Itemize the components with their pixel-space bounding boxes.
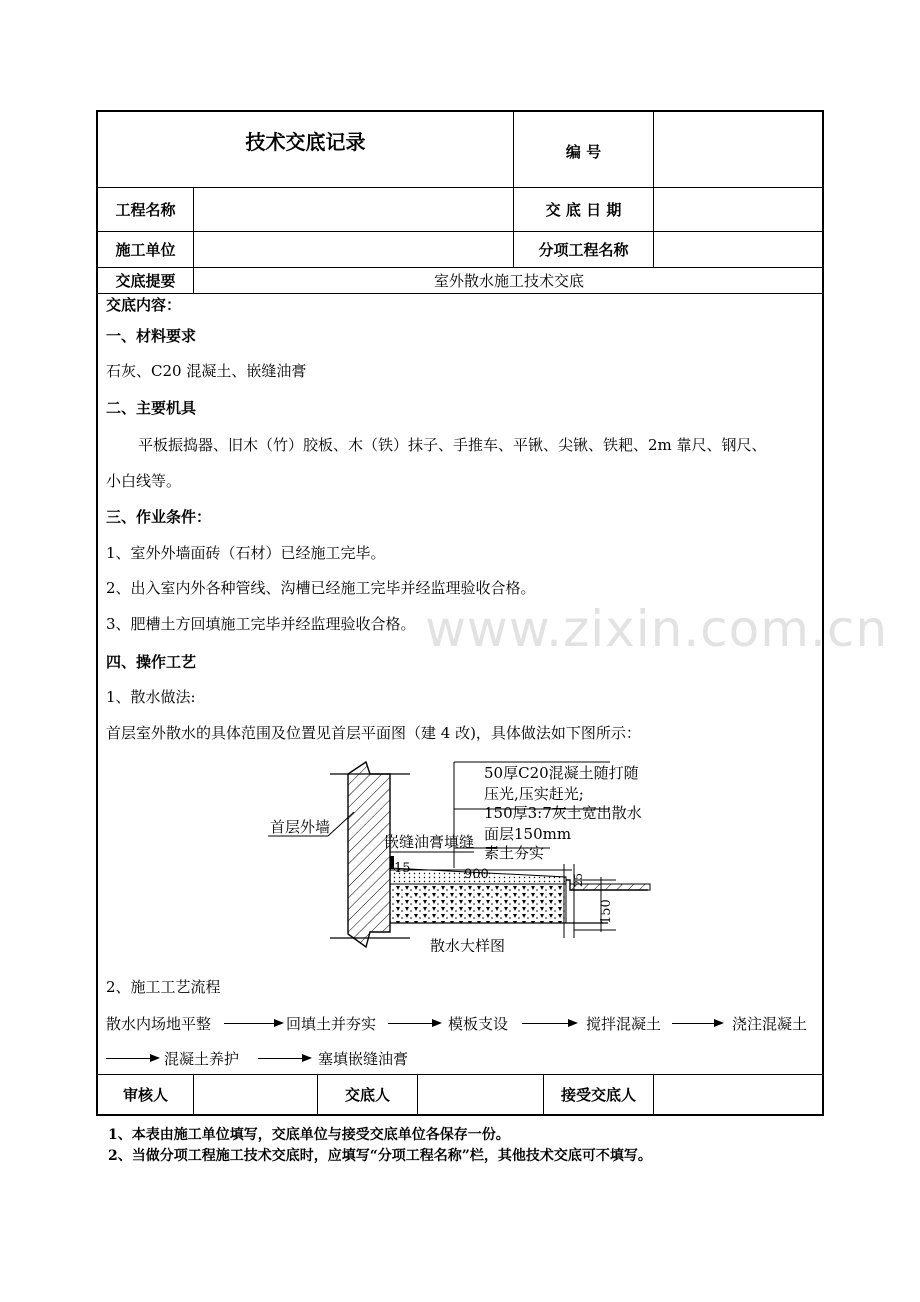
dim-slope: 25: [572, 873, 585, 887]
flow-arrow-2: [388, 1023, 440, 1024]
flow-arrow-5: [106, 1058, 158, 1059]
summary-field: 室外散水施工技术交底: [194, 268, 824, 294]
note-1: 1、本表由施工单位填写，交底单位与接受交底单位各保存一份。: [108, 1127, 510, 1143]
flow-step-4: 搅拌混凝土: [586, 1015, 662, 1033]
dim-depth: 150: [599, 899, 614, 924]
receiver-label: 接受交底人: [544, 1075, 654, 1114]
dim-gap: 15: [394, 861, 411, 876]
project-field[interactable]: [194, 188, 514, 232]
watermark: www.zixin.com.cn: [425, 600, 889, 658]
unit-field[interactable]: [194, 232, 514, 268]
summary-label: 交底提要: [98, 268, 194, 294]
apron-detail-diagram: [98, 752, 826, 952]
flow-step-5: 浇注混凝土: [732, 1015, 808, 1033]
section-tools-line1: 平板振捣器、旧木（竹）胶板、木（铁）抹子、手推车、平锹、尖锹、铁耙、2m 靠尺、钢尺、: [138, 436, 767, 454]
process-sub-2: 2、施工工艺流程: [106, 978, 221, 996]
condition-item-2: 2、出入室内外各种管线、沟槽已经施工完毕并经监理验收合格。: [106, 579, 536, 597]
code-field[interactable]: [654, 112, 824, 188]
receiver-field[interactable]: [654, 1075, 824, 1114]
disclosure-form: [96, 110, 824, 1116]
layer2-line1: 150厚3:7灰土宽出散水: [484, 804, 642, 822]
wall-label: 首层外墙: [270, 818, 331, 836]
code-label: 编 号: [514, 112, 654, 188]
content-intro: 交底内容：: [106, 296, 182, 314]
flow-step-7: 塞填嵌缝油膏: [318, 1050, 409, 1068]
project-label: 工程名称: [98, 188, 194, 232]
discloser-field[interactable]: [418, 1075, 544, 1114]
flow-step-2: 回填土并夯实: [286, 1015, 377, 1033]
flow-step-6: 混凝土养护: [164, 1050, 240, 1068]
condition-item-1: 1、室外外墙面砖（石材）已经施工完毕。: [106, 544, 386, 562]
subitem-field[interactable]: [654, 232, 824, 268]
note-2: 2、当做分项工程施工技术交底时，应填写“分项工程名称”栏，其他技术交底可不填写。: [108, 1148, 652, 1164]
layer2-line2: 面层150mm: [484, 825, 572, 843]
dim-width: 900: [464, 867, 489, 882]
flow-arrow-4: [672, 1023, 722, 1024]
date-field[interactable]: [654, 188, 824, 232]
flow-arrow-6: [258, 1058, 310, 1059]
flow-arrow-1: [224, 1023, 282, 1024]
process-description: 首层室外散水的具体范围及位置见首层平面图（建 4 改)，具体做法如下图所示：: [106, 724, 641, 742]
section-tools-title: 二、主要机具: [106, 399, 197, 417]
discloser-label: 交底人: [318, 1075, 418, 1114]
form-title: 技术交底记录: [245, 130, 366, 154]
section-process-title: 四、操作工艺: [106, 653, 197, 671]
joint-label: 嵌缝油膏填缝: [384, 833, 475, 851]
flow-step-3: 模板支设: [448, 1015, 509, 1033]
flow-arrow-3: [522, 1023, 576, 1024]
flow-step-1: 散水内场地平整: [106, 1015, 212, 1033]
section-materials-text: 石灰、C20 混凝土、嵌缝油膏: [106, 362, 307, 380]
layer3-label: 素土夯实: [484, 844, 545, 862]
process-sub-1: 1、散水做法:: [106, 688, 196, 706]
subitem-label: 分项工程名称: [514, 232, 654, 268]
reviewer-field[interactable]: [194, 1075, 318, 1114]
date-label: 交 底 日 期: [514, 188, 654, 232]
condition-item-3: 3、肥槽土方回填施工完毕并经监理验收合格。: [106, 615, 416, 633]
reviewer-label: 审核人: [98, 1075, 194, 1114]
unit-label: 施工单位: [98, 232, 194, 268]
section-materials-title: 一、材料要求: [106, 327, 197, 345]
layer1-line2: 压光,压实赶光;: [484, 785, 584, 803]
section-conditions-title: 三、作业条件：: [106, 508, 212, 526]
form-title-cell: [98, 112, 514, 188]
diagram-caption: 散水大样图: [430, 937, 506, 952]
section-tools-line2: 小白线等。: [106, 472, 182, 490]
layer1-line1: 50厚C20混凝土随打随: [484, 764, 639, 782]
